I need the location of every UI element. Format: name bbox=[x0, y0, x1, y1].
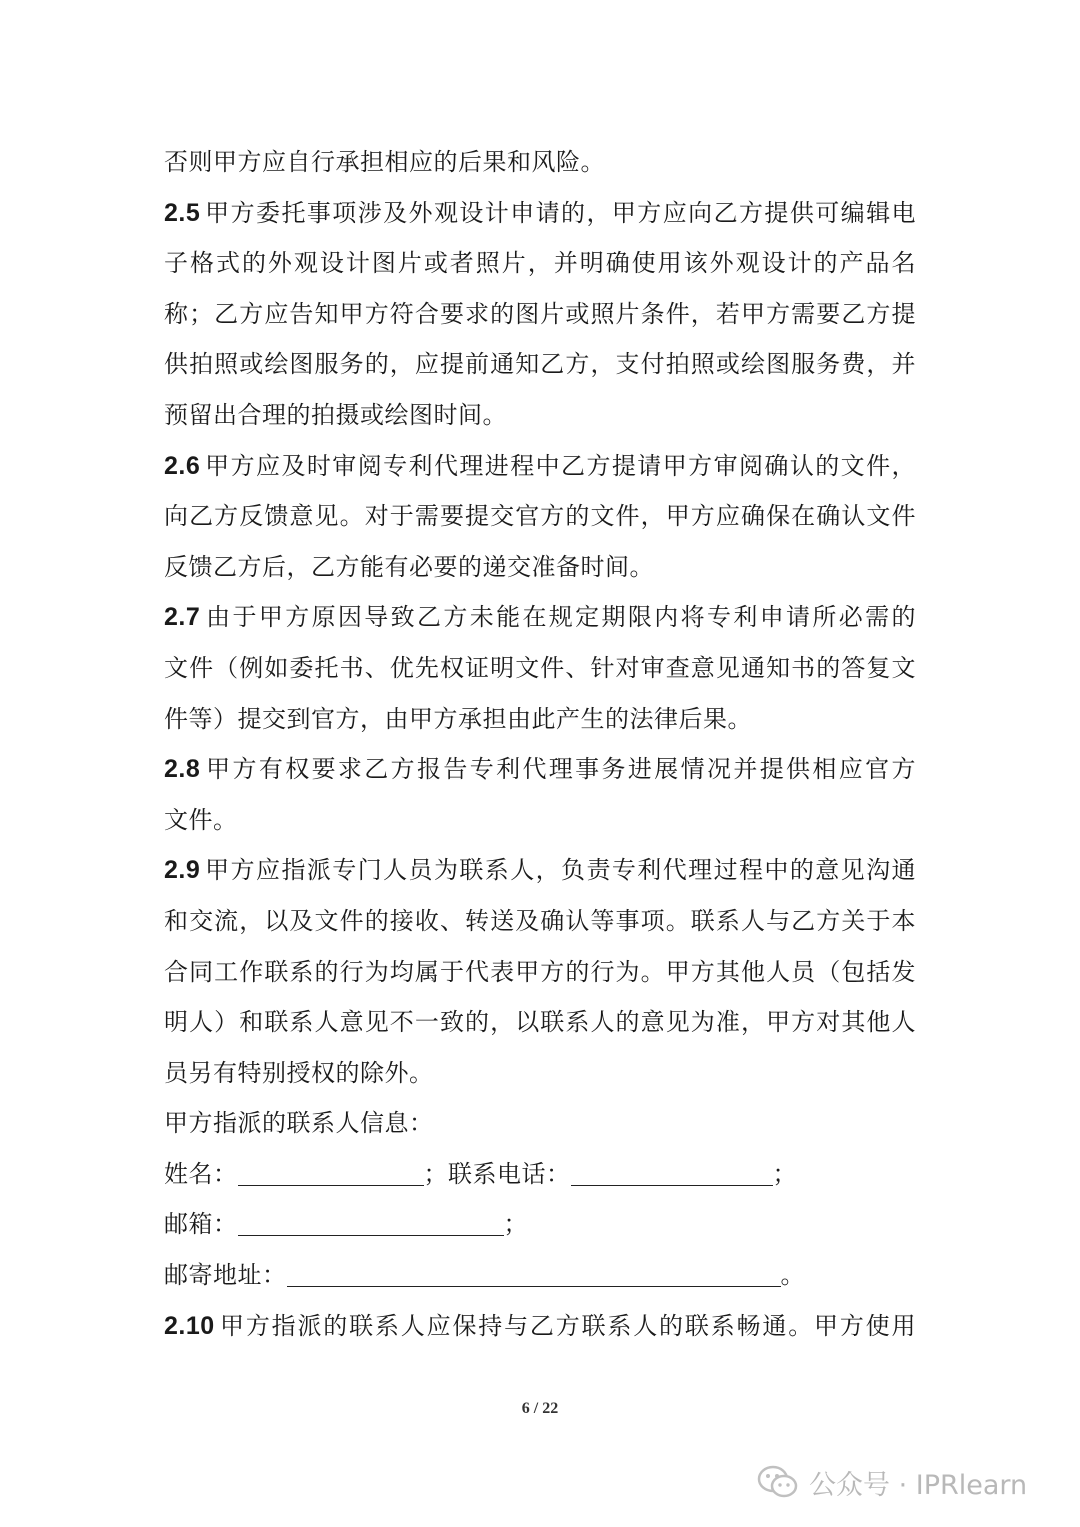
contact-name-phone-row bbox=[164, 1149, 916, 1200]
clause-2-7 bbox=[164, 592, 916, 744]
clause-line: 称；乙方应告知甲方符合要求的图片或照片条件，若甲方需要乙方提 bbox=[164, 299, 916, 328]
clause-line: 件等）提交到官方，由甲方承担由此产生的法律后果。 bbox=[164, 704, 752, 733]
clause-2-5 bbox=[164, 188, 916, 441]
clause-line: 员另有特别授权的除外。 bbox=[164, 1058, 434, 1087]
wechat-icon bbox=[757, 1464, 799, 1500]
clause-2-6 bbox=[164, 441, 916, 593]
phone-label: 联系电话： bbox=[448, 1159, 571, 1188]
clause-number: 2.6 bbox=[164, 451, 201, 480]
watermark bbox=[757, 1462, 1027, 1502]
contact-email-row bbox=[164, 1199, 916, 1250]
clause-line: 甲方委托事项涉及外观设计申请的，甲方应向乙方提供可编辑电 bbox=[204, 198, 916, 227]
clause-number: 2.7 bbox=[164, 603, 201, 632]
clause-line: 和交流，以及文件的接收、转送及确认等事项。联系人与乙方关于本 bbox=[164, 906, 916, 935]
clause-2-10 bbox=[164, 1301, 916, 1352]
clause-2-8 bbox=[164, 744, 916, 845]
clause-line: 供拍照或绘图服务的，应提前通知乙方，支付拍照或绘图服务费，并 bbox=[164, 350, 916, 379]
clause-line: 甲方应及时审阅专利代理进程中乙方提请甲方审阅确认的文件， bbox=[204, 451, 916, 480]
clause-number: 2.5 bbox=[164, 198, 201, 227]
phone-end: ； bbox=[772, 1159, 797, 1188]
clause-line: 文件。 bbox=[164, 805, 238, 834]
address-blank[interactable] bbox=[287, 1256, 781, 1287]
address-label: 邮寄地址： bbox=[164, 1261, 287, 1290]
clause-line: 子格式的外观设计图片或者照片，并明确使用该外观设计的产品名 bbox=[164, 249, 916, 278]
document-body bbox=[164, 137, 916, 1351]
email-end: ； bbox=[503, 1210, 528, 1239]
clause-line: 向乙方反馈意见。对于需要提交官方的文件，甲方应确保在确认文件 bbox=[164, 502, 916, 531]
clause-number: 2.8 bbox=[164, 755, 201, 784]
clause-line: 由于甲方原因导致乙方未能在规定期限内将专利申请所必需的 bbox=[204, 603, 916, 632]
contact-intro: 甲方指派的联系人信息： bbox=[164, 1109, 434, 1138]
clause-line: 合同工作联系的行为均属于代表甲方的行为。甲方其他人员（包括发 bbox=[164, 957, 916, 986]
clause-line: 甲方指派的联系人应保持与乙方联系人的联系畅通。甲方使用 bbox=[218, 1311, 916, 1340]
clause-line: 甲方应指派专门人员为联系人，负责专利代理过程中的意见沟通 bbox=[204, 856, 916, 885]
paragraph-continuation: 否则甲方应自行承担相应的后果和风险。 bbox=[164, 148, 605, 176]
clause-2-9 bbox=[164, 845, 916, 1098]
clause-line: 预留出合理的拍摄或绘图时间。 bbox=[164, 400, 507, 429]
name-separator: ； bbox=[423, 1159, 448, 1188]
clause-line: 文件（例如委托书、优先权证明文件、针对审查意见通知书的答复文 bbox=[164, 653, 916, 682]
name-blank[interactable] bbox=[238, 1155, 424, 1186]
page-number: 6 / 22 bbox=[521, 1400, 559, 1417]
clause-line: 反馈乙方后，乙方能有必要的递交准备时间。 bbox=[164, 552, 654, 581]
name-label: 姓名： bbox=[164, 1159, 238, 1188]
clause-number: 2.10 bbox=[164, 1311, 215, 1340]
email-label: 邮箱： bbox=[164, 1210, 238, 1239]
clause-number: 2.9 bbox=[164, 856, 201, 885]
clause-line: 甲方有权要求乙方报告专利代理事务进展情况并提供相应官方 bbox=[204, 755, 916, 784]
email-blank[interactable] bbox=[238, 1205, 504, 1236]
address-end: 。 bbox=[780, 1261, 805, 1290]
phone-blank[interactable] bbox=[571, 1155, 773, 1186]
clause-line: 明人）和联系人意见不一致的，以联系人的意见为准，甲方对其他人 bbox=[164, 1008, 916, 1037]
contact-address-row bbox=[164, 1250, 916, 1301]
watermark-text: 公众号 · IPRlearn bbox=[809, 1469, 1028, 1501]
